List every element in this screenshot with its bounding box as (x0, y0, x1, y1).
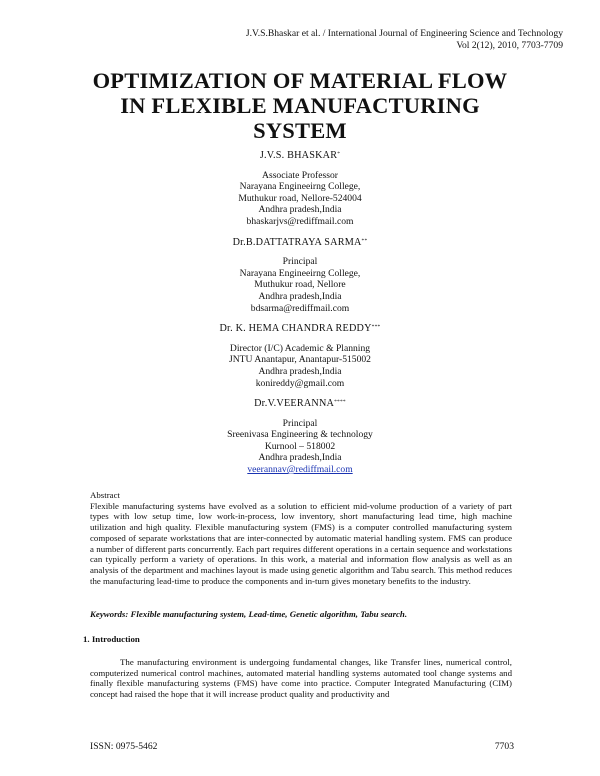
paper-title (40, 68, 560, 143)
running-header-volume: Vol 2(12), 2010, 7703-7709 (456, 40, 563, 51)
title-line: OPTIMIZATION OF MATERIAL FLOW (92, 68, 508, 93)
affiliation-mark: ** (361, 237, 368, 244)
author-institution: Sreenivasa Engineering & technology (227, 429, 373, 441)
author-block (100, 237, 500, 315)
author-email: konireddy@gmail.com (255, 377, 345, 389)
author-institution: Narayana Engineeirng College, (239, 267, 361, 279)
author-address: Kurnool – 518002 (264, 440, 336, 452)
author-address: Muthukur road, Nellore-524004 (238, 192, 362, 204)
affiliation-mark: * (337, 151, 341, 157)
author-name: Dr.B.DATTATRAYA SARMA** (232, 236, 368, 248)
author-region: Andhra pradesh,India (258, 204, 342, 216)
author-email-link[interactable]: veerannav@rediffmail.com (247, 464, 353, 476)
author-email: bhaskarjvs@rediffmail.com (246, 215, 354, 227)
author-position: Principal (282, 256, 318, 268)
abstract-body: Flexible manufacturing systems have evolved as a solution to efficient mid-volume production of a variety of part types with low setup time, low work-in-process, low inventory, short manufacturing lead time, high machine utilization and high quality. Flexible manufacturing system (FMS) is a computer controlled manufacturing system composed of separate workstations that are inter-connected by automatic material handling system. FMS can produce a number of different parts concurrently. Each part requires different operations in a certain sequence and workstations can typically perform a variety of operations. In this work, a material and information flow analysis as well as an analysis of the department and machines layout is made using genetic algorithm and Tabu search. This method reduces the manufacturing lead-time to produce the components and in-turn gives monetary benefits to the industry. (90, 500, 512, 586)
affiliation-mark: *** (371, 324, 381, 331)
author-address: Muthukur road, Nellore (254, 279, 346, 291)
running-header-journal: J.V.S.Bhaskar et al. / International Journal of Engineering Science and Technology (245, 28, 563, 39)
author-region: Andhra pradesh,India (258, 365, 342, 377)
keywords: Keywords: Flexible manufacturing system, Lead-time, Genetic algorithm, Tabu search. (90, 609, 408, 619)
author-position: Associate Professor (262, 169, 338, 181)
title-line: SYSTEM (253, 118, 347, 143)
author-name: Dr.V.VEERANNA**** (254, 398, 346, 410)
abstract-label: Abstract (90, 490, 120, 500)
abstract (90, 490, 512, 586)
author-institution: JNTU Anantapur, Anantapur-515002 (229, 354, 371, 366)
introduction-paragraph: The manufacturing environment is undergoing fundamental changes, like Transfer lines, numerical control, computerized numerical control machines, automated material handling systems automated tool change systems and finally flexible manufacturing systems (FMS) have come into practice. Computer Integrated Manufacturing (CIM) concept had raised the hope that it will increase product quality and productivity and (90, 657, 512, 699)
author-block (100, 398, 500, 476)
footer-issn: ISSN: 0975-5462 (90, 741, 158, 752)
author-institution: Narayana Engineeirng College, (239, 181, 361, 193)
author-region: Andhra pradesh,India (258, 290, 342, 302)
title-line: IN FLEXIBLE MANUFACTURING (120, 93, 480, 118)
author-list (100, 150, 500, 485)
author-email: bdsarma@rediffmail.com (250, 302, 350, 314)
author-block (100, 323, 500, 389)
footer-page-number: 7703 (494, 741, 514, 752)
author-position: Director (I/C) Academic & Planning (229, 342, 371, 354)
author-region: Andhra pradesh,India (258, 452, 342, 464)
running-header (246, 28, 563, 52)
author-name: Dr. K. HEMA CHANDRA REDDY*** (219, 323, 381, 335)
section-heading-introduction: 1. Introduction (83, 634, 140, 644)
affiliation-mark: **** (334, 399, 346, 406)
author-block (100, 150, 500, 228)
author-position: Principal (282, 417, 318, 429)
author-name: J.V.S. BHASKAR* (259, 150, 341, 161)
